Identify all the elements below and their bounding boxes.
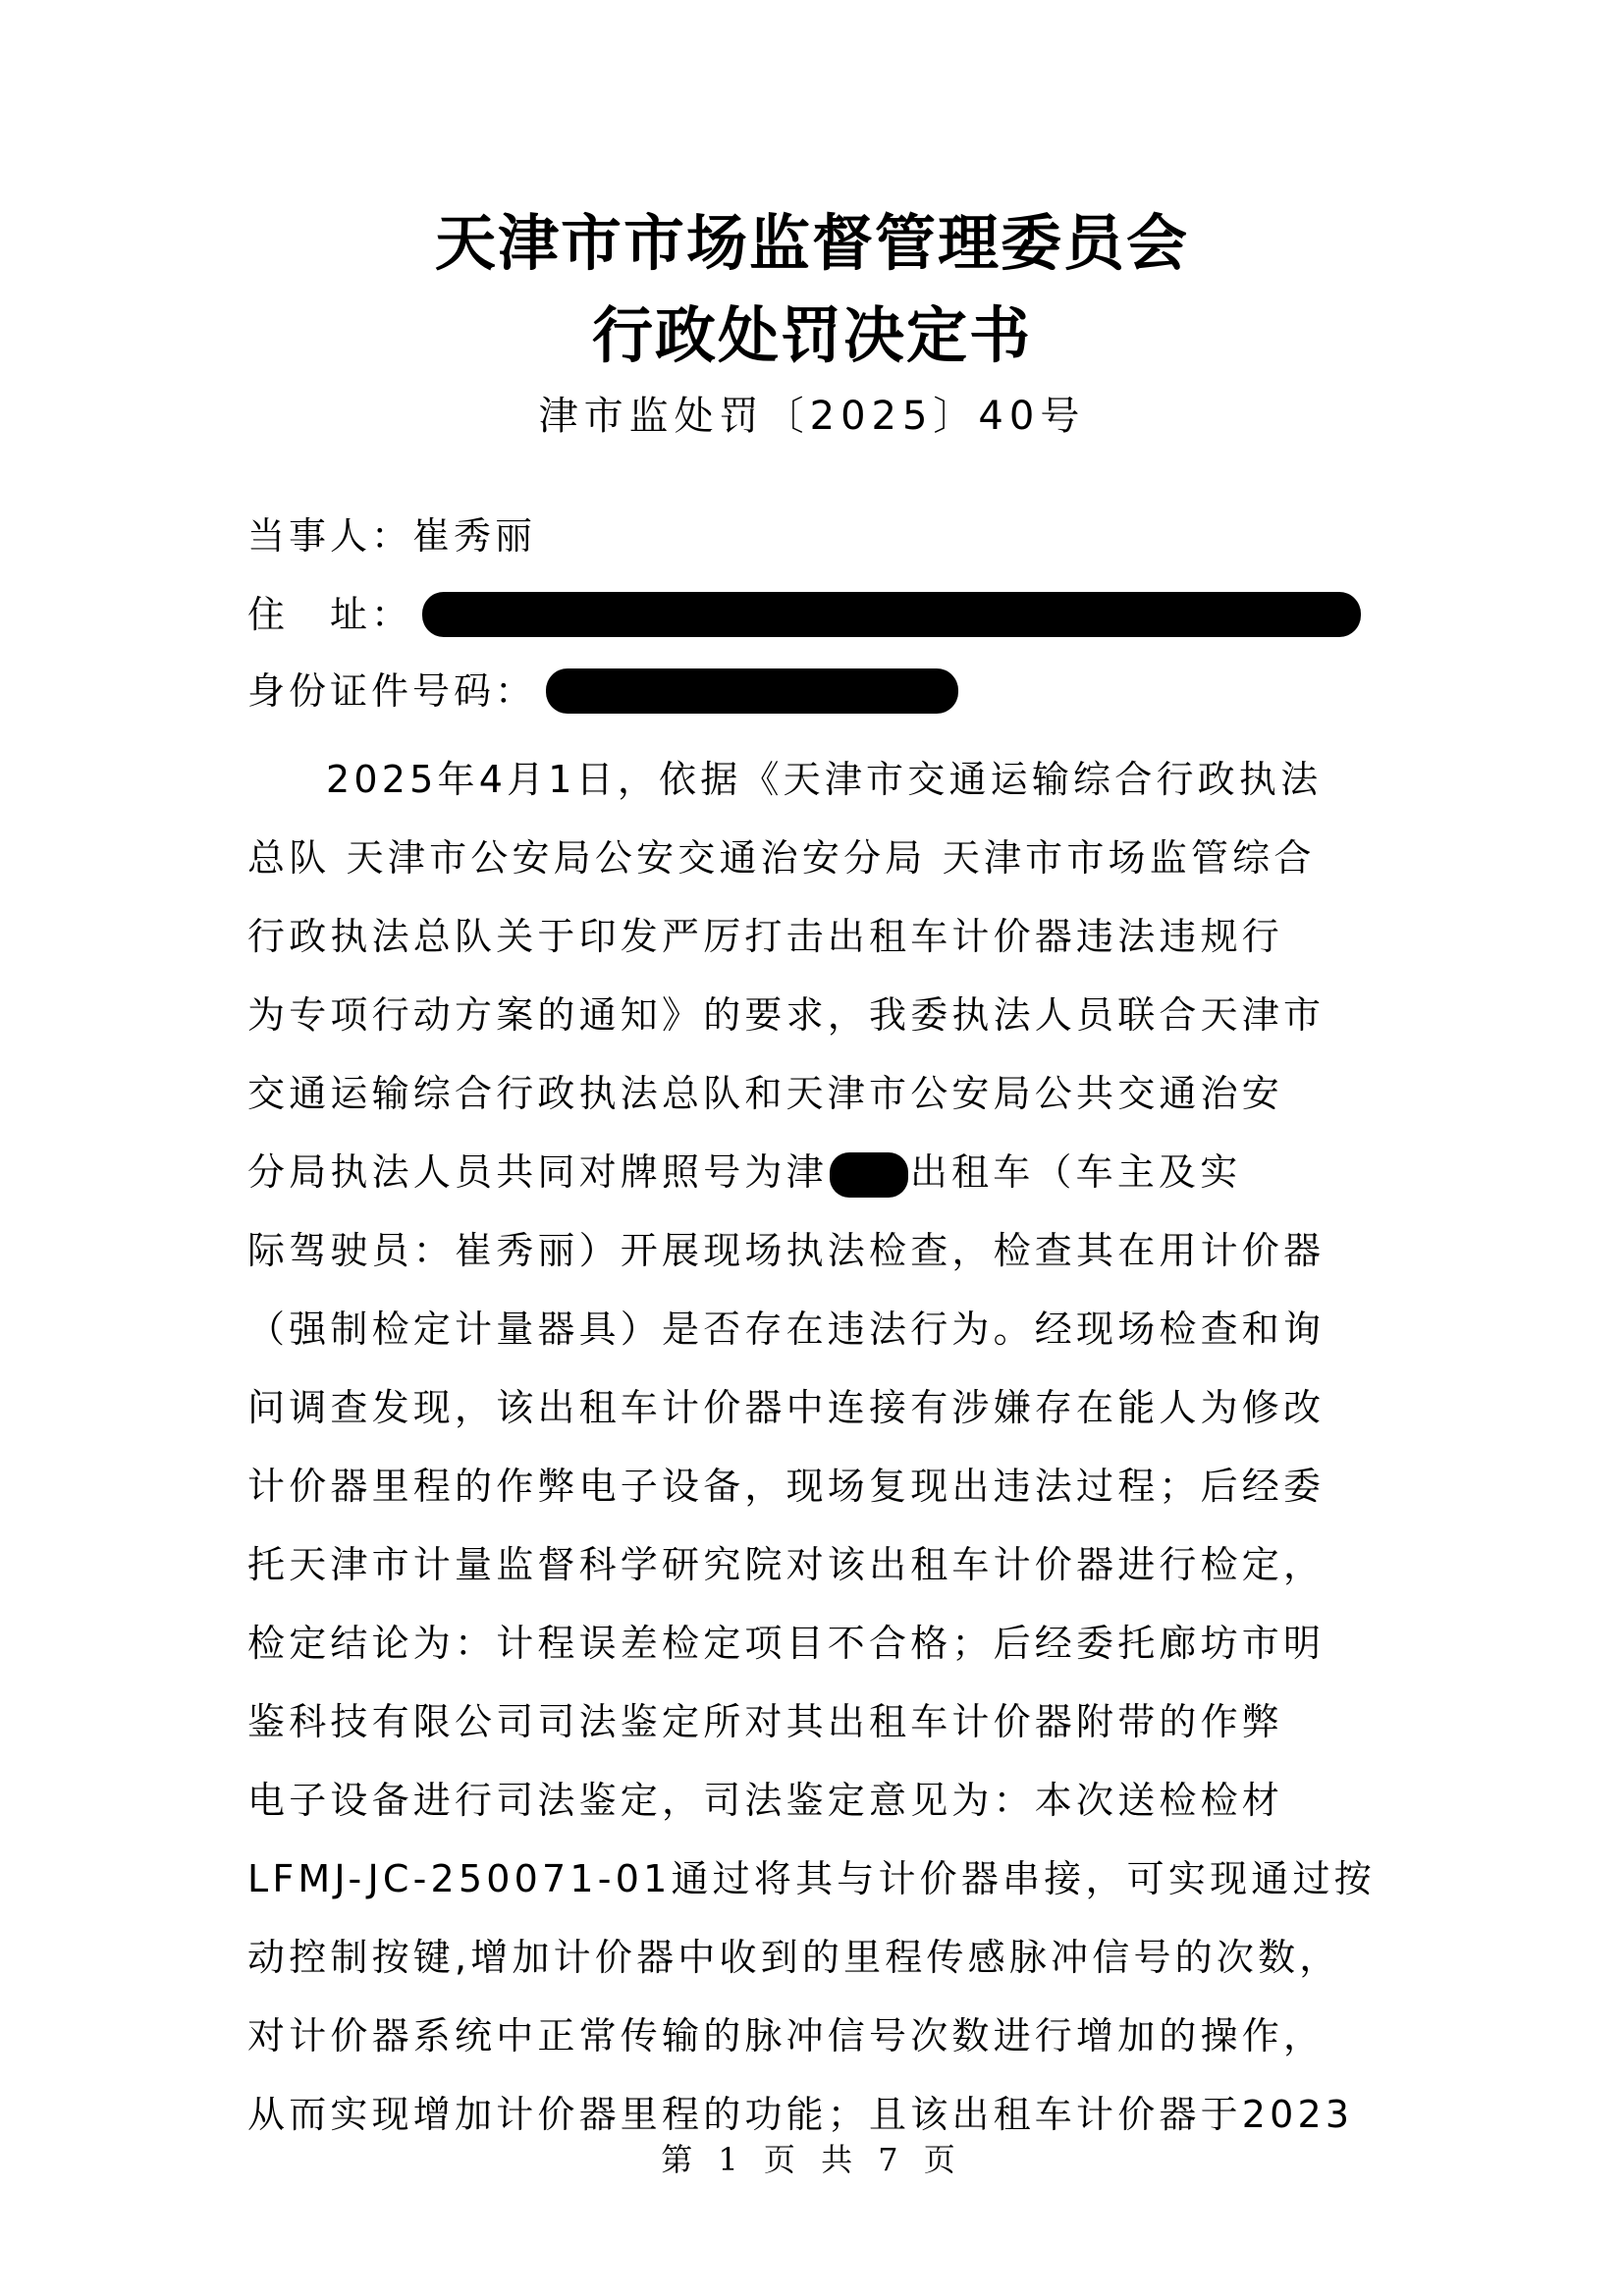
body-line: 对计价器系统中正常传输的脉冲信号次数进行增加的操作， — [247, 2014, 1326, 2057]
body-line: 际驾驶员：崔秀丽）开展现场执法检查，检查其在用计价器 — [247, 1229, 1326, 1272]
document-body — [247, 740, 1386, 2154]
body-line: 为专项行动方案的通知》的要求，我委执法人员联合天津市 — [247, 993, 1326, 1037]
body-line: 计价器里程的作弊电子设备，现场复现出违法过程；后经委 — [247, 1465, 1326, 1508]
page-footer: 第 1 页 共 7 页 — [661, 2141, 963, 2178]
body-line: 总队 天津市公安局公安交通治安分局 天津市市场监管综合 — [247, 836, 1316, 880]
body-line: 检定结论为：计程误差检定项目不合格；后经委托廊坊市明 — [247, 1622, 1326, 1665]
address-label: 住 址： — [247, 593, 413, 636]
body-line: 交通运输综合行政执法总队和天津市公安局公共交通治安 — [247, 1072, 1284, 1115]
party-field — [247, 508, 536, 563]
document-number: 津市监处罚〔2025〕40号 — [538, 394, 1086, 439]
document-title-authority: 天津市市场监督管理委员会 — [434, 207, 1189, 279]
document-title-type: 行政处罚决定书 — [591, 299, 1032, 371]
body-line: 问调查发现，该出租车计价器中连接有涉嫌存在能人为修改 — [247, 1386, 1326, 1429]
body-line-part: 分局执法人员共同对牌照号为津 — [247, 1150, 828, 1194]
id-number-label: 身份证件号码： — [247, 669, 537, 713]
body-line: 2025年4月1日，依据《天津市交通运输综合行政执法 — [326, 758, 1323, 801]
body-line: 行政执法总队关于印发严厉打击出租车计价器违法违规行 — [247, 915, 1284, 958]
id-number-field — [247, 664, 958, 719]
body-line: 动控制按键,增加计价器中收到的里程传感脉冲信号的次数， — [247, 1936, 1341, 1979]
body-line: 电子设备进行司法鉴定，司法鉴定意见为：本次送检检材 — [247, 1779, 1284, 1822]
address-field — [247, 587, 1361, 642]
address-redaction — [422, 592, 1361, 637]
body-line: 从而实现增加计价器里程的功能；且该出租车计价器于2023 — [247, 2093, 1354, 2136]
id-number-redaction — [546, 668, 958, 714]
body-line: 托天津市计量监督科学研究院对该出租车计价器进行检定， — [247, 1543, 1326, 1586]
body-line-plate — [247, 1133, 1386, 1211]
party-label: 当事人： — [247, 514, 413, 558]
body-line: 鉴科技有限公司司法鉴定所对其出租车计价器附带的作弊 — [247, 1700, 1284, 1743]
body-line: LFMJ-JC-250071-01通过将其与计价器串接，可实现通过按 — [247, 1857, 1376, 1900]
party-name: 崔秀丽 — [412, 514, 537, 558]
plate-number-redaction — [830, 1152, 908, 1198]
body-line-part: 出租车（车主及实 — [909, 1150, 1242, 1194]
body-line: （强制检定计量器具）是否存在违法行为。经现场检查和询 — [247, 1308, 1326, 1351]
